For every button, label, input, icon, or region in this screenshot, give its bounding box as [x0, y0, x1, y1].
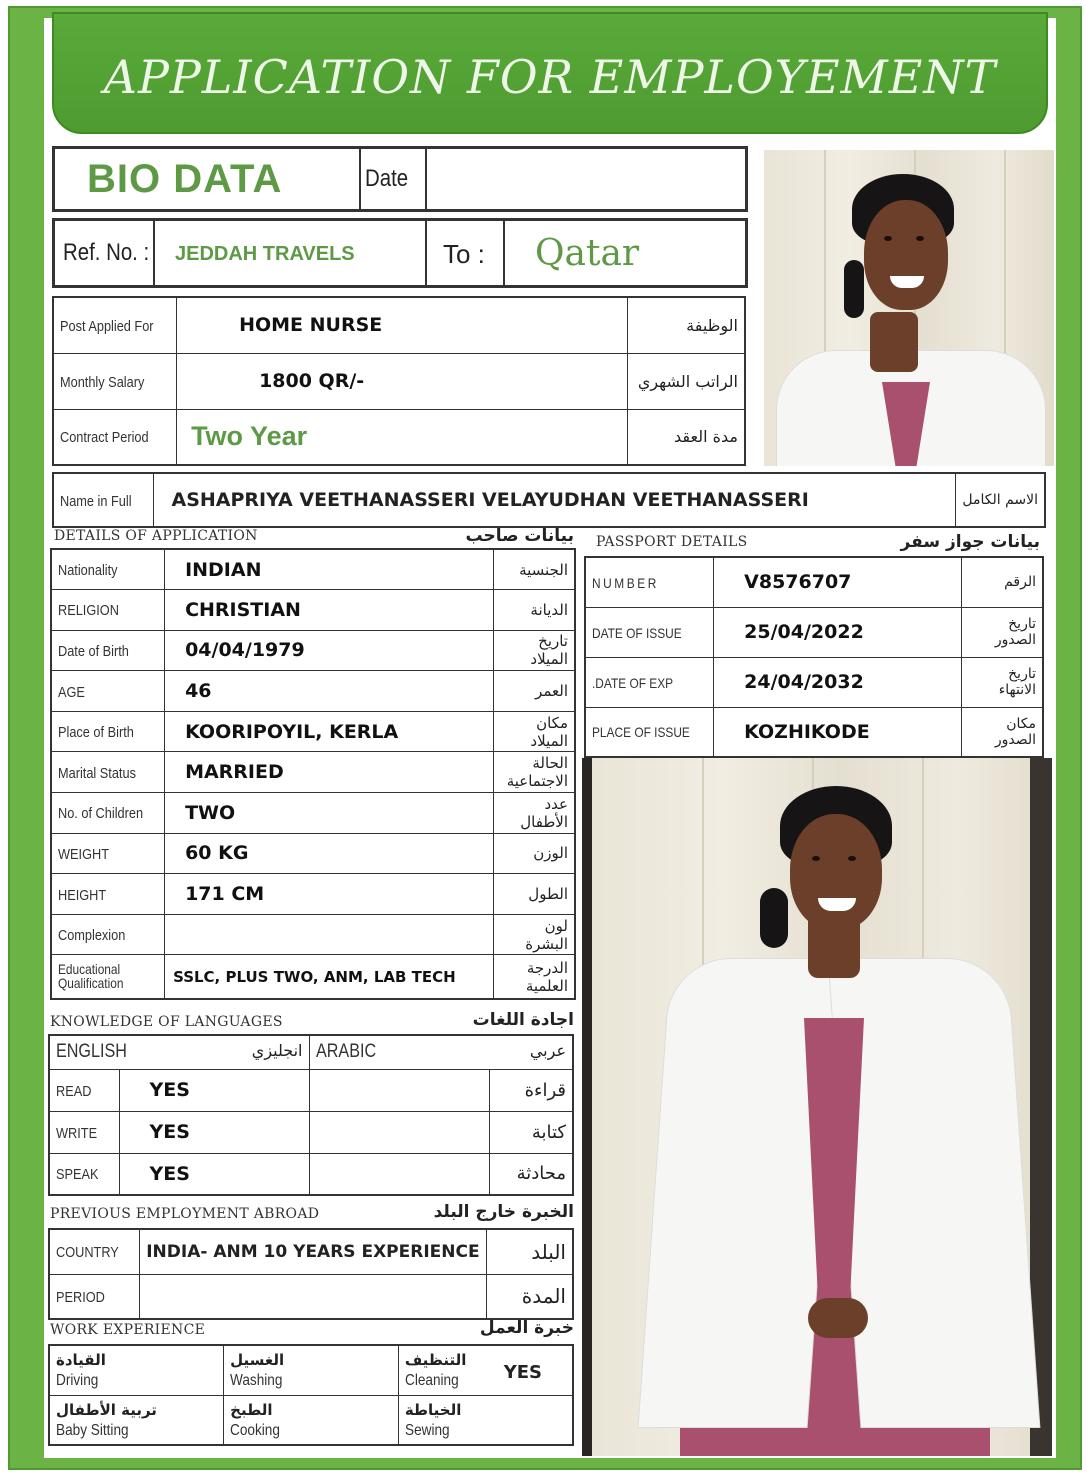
english-level: YES [149, 1121, 190, 1143]
application-row [51, 914, 575, 955]
work-item-label: Cooking [230, 1421, 281, 1439]
language-row [49, 1153, 573, 1195]
languages-table [48, 1034, 574, 1196]
application-row [51, 955, 575, 999]
work-item-ar: القيادة [56, 1351, 106, 1370]
passport-heading: PASSPORT DETAILS [596, 534, 748, 550]
ref-value: JEDDAH TRAVELS [175, 243, 355, 265]
application-row-ar: عدد الأطفال [520, 794, 568, 831]
application-heading-ar: بيانات صاحب [465, 526, 574, 546]
work-item-ar: التنظيف [404, 1351, 467, 1370]
application-row-label: Complexion [58, 927, 126, 945]
application-row-value: SSLC, PLUS TWO, ANM, LAB TECH [173, 968, 456, 987]
application-heading: DETAILS OF APPLICATION [54, 528, 258, 544]
post-label: Post Applied For [60, 317, 154, 335]
passport-row-label: NUMBER [592, 574, 659, 591]
language-row [49, 1069, 573, 1111]
application-row [51, 671, 575, 712]
language-skill-label: WRITE [56, 1124, 98, 1142]
application-row-ar: مكان الميلاد [530, 713, 568, 750]
work-item [224, 1395, 399, 1445]
application-row [51, 833, 575, 874]
application-row-value: INDIAN [185, 558, 262, 581]
application-row-value: 171 CM [185, 883, 265, 906]
work-item-label: Driving [56, 1372, 99, 1390]
work-item [49, 1395, 224, 1445]
application-row [51, 752, 575, 793]
english-level: YES [149, 1079, 190, 1101]
ref-box [52, 218, 748, 288]
languages-heading: KNOWLEDGE OF LANGUAGES [50, 1014, 283, 1030]
work-item-ar: الغسيل [230, 1351, 285, 1370]
passport-table [584, 556, 1044, 758]
application-row-label: HEIGHT [58, 886, 107, 904]
period-value [140, 1274, 486, 1319]
country-value: INDIA- ANM 10 YEARS EXPERIENCE [140, 1229, 486, 1274]
period-label: PERIOD [56, 1288, 105, 1306]
contract-ar: مدة العقد [627, 409, 745, 465]
contract-value: Two Year [191, 421, 308, 452]
page-title: APPLICATION FOR EMPLOYEMENT [103, 50, 997, 104]
application-row-value: KOORIPOYIL, KERLA [185, 720, 399, 743]
passport-row-label: PLACE OF ISSUE [592, 724, 690, 741]
passport-row [585, 707, 1043, 757]
arabic-label: ARABIC [315, 1041, 376, 1063]
work-item-ar: الطبخ [230, 1400, 273, 1419]
application-row [51, 630, 575, 671]
english-level: YES [149, 1162, 190, 1185]
application-row-ar: الطول [528, 885, 568, 904]
application-row-label: No. of Children [58, 805, 144, 823]
previous-heading: PREVIOUS EMPLOYMENT ABROAD [50, 1206, 320, 1222]
work-item-label: Washing [230, 1372, 283, 1390]
title-banner [52, 12, 1048, 134]
application-row-value: MARRIED [185, 761, 284, 784]
english-ar: انجليزي [251, 1041, 303, 1061]
to-label: To : [443, 239, 485, 269]
full-body-photo [582, 758, 1052, 1456]
arabic-ar: عربي [529, 1041, 566, 1061]
application-row-label: WEIGHT [58, 845, 109, 863]
salary-label: Monthly Salary [60, 373, 145, 391]
to-value: Qatar [535, 233, 640, 274]
application-row-value: 46 [185, 680, 212, 703]
previous-heading-ar: الخبرة خارج البلد [433, 1202, 574, 1222]
language-skill-label: SPEAK [56, 1166, 99, 1184]
work-item [224, 1345, 399, 1395]
work-item-label: Sewing [404, 1421, 450, 1439]
application-row-ar: الديانة [530, 600, 568, 619]
passport-row-ar: الرقم [1004, 574, 1036, 591]
bio-data-title: BIO DATA [87, 157, 283, 201]
date-field[interactable] [435, 165, 735, 195]
name-label: Name in Full [60, 492, 132, 510]
application-row [51, 874, 575, 915]
passport-row [585, 657, 1043, 707]
work-item [398, 1395, 573, 1445]
work-item-label: Baby Sitting [56, 1421, 129, 1439]
work-item-ar: الخياطة [404, 1400, 462, 1419]
period-ar: المدة [486, 1274, 573, 1319]
work-heading-ar: خبرة العمل [479, 1318, 574, 1338]
application-row-ar: الجنسية [519, 560, 568, 579]
job-table [52, 296, 746, 466]
application-row-ar: تاريخ الميلاد [530, 632, 568, 669]
work-table [48, 1344, 574, 1446]
application-row-value: TWO [185, 801, 236, 824]
passport-row-label: .DATE OF EXP [592, 674, 674, 691]
application-row [51, 711, 575, 752]
application-row-label: Nationality [58, 562, 118, 580]
passport-row [585, 607, 1043, 657]
work-row [49, 1345, 573, 1395]
work-item [398, 1345, 573, 1395]
date-label: Date [365, 165, 409, 192]
country-ar: البلد [486, 1229, 573, 1274]
passport-row [585, 557, 1043, 607]
work-heading: WORK EXPERIENCE [50, 1322, 206, 1338]
work-item [49, 1345, 224, 1395]
post-value: HOME NURSE [239, 314, 383, 337]
application-row [51, 793, 575, 834]
application-row-label: AGE [58, 683, 85, 701]
passport-row-ar: تاريخ الانتهاء [998, 666, 1036, 698]
language-skill-label: READ [56, 1082, 92, 1100]
language-skill-ar: محادثة [516, 1163, 566, 1185]
previous-table [48, 1228, 574, 1320]
application-row [51, 549, 575, 590]
application-row-ar: لون البشرة [525, 916, 568, 953]
passport-row-label: DATE OF ISSUE [592, 624, 682, 641]
application-row-ar: العمر [535, 682, 568, 701]
passport-row-value: 25/04/2022 [744, 621, 864, 643]
language-row [49, 1111, 573, 1153]
application-row-label: Date of Birth [58, 642, 129, 660]
salary-ar: الراتب الشهري [627, 353, 745, 409]
work-item-ar: تربية الأطفال [56, 1400, 157, 1419]
passport-row-value: V8576707 [744, 571, 852, 594]
application-row-value: 04/04/1979 [185, 639, 305, 662]
application-row-label: Marital Status [58, 764, 136, 782]
contract-label: Contract Period [60, 429, 149, 447]
application-row-ar: الدرجة العلمية [525, 958, 568, 995]
application-row-label: RELIGION [58, 602, 119, 620]
name-value: ASHAPRIYA VEETHANASSERI VELAYUDHAN VEETHANASSERI [153, 473, 955, 527]
languages-heading-ar: اجادة اللغات [472, 1010, 574, 1030]
passport-row-ar: تاريخ الصدور [994, 616, 1036, 648]
application-row-label: Educational Qualification [58, 960, 124, 991]
work-item-label: Cleaning [404, 1372, 459, 1390]
ref-label: Ref. No. : [63, 239, 150, 266]
application-row-ar: الحالة الاجتماعية [506, 754, 568, 791]
language-skill-ar: كتابة [531, 1121, 566, 1143]
passport-row-ar: مكان الصدور [994, 715, 1036, 748]
passport-row-value: 24/04/2032 [744, 671, 864, 693]
application-row-value: 60 KG [185, 842, 249, 865]
work-row [49, 1395, 573, 1445]
work-item-value: YES [503, 1362, 542, 1383]
application-row [51, 590, 575, 631]
passport-heading-ar: بيانات جواز سفر [900, 532, 1040, 552]
bio-data-box [52, 146, 748, 212]
post-ar: الوظيفة [627, 297, 745, 353]
country-label: COUNTRY [56, 1244, 119, 1262]
passport-row-value: KOZHIKODE [744, 720, 870, 743]
salary-value: 1800 QR/- [259, 370, 365, 392]
portrait-photo [764, 150, 1054, 466]
name-ar: الاسم الكامل [955, 473, 1045, 527]
application-table [50, 548, 576, 1000]
application-row-ar: الوزن [533, 844, 568, 863]
application-row-value: CHRISTIAN [185, 598, 301, 621]
language-skill-ar: قراءة [524, 1079, 566, 1101]
name-table [52, 472, 1046, 528]
english-label: ENGLISH [56, 1041, 127, 1063]
application-row-label: Place of Birth [58, 724, 134, 742]
